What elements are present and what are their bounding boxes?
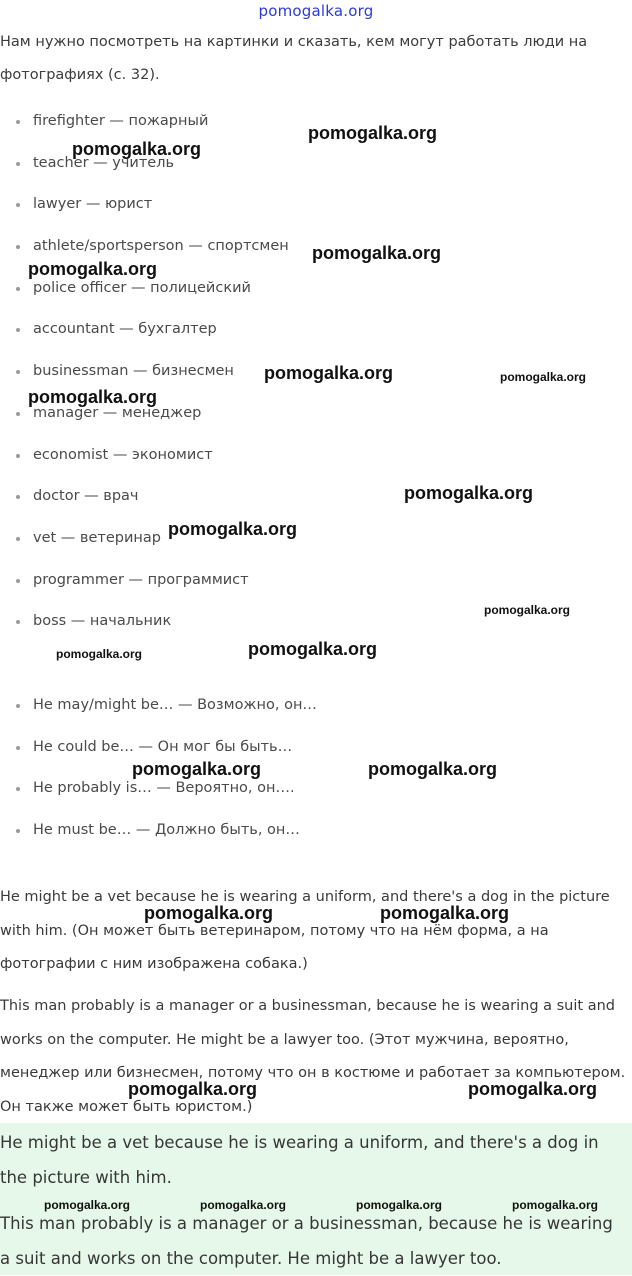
list-item-text: vet — ветеринар xyxy=(33,529,161,546)
list-item-text: lawyer — юрист xyxy=(33,196,153,213)
list-item xyxy=(0,184,600,226)
list-item xyxy=(0,810,600,852)
watermark-text: pomogalka.org xyxy=(484,603,571,617)
watermark-text: pomogalka.org xyxy=(356,1198,443,1212)
answer-line-vet: He might be a vet because he is wearing a uniform, and there's a dog in the picture with him. xyxy=(0,1133,599,1187)
watermark-text: pomogalka.org xyxy=(368,759,498,779)
bullet-icon xyxy=(16,287,20,291)
list-item xyxy=(0,727,600,769)
bullet-icon xyxy=(16,120,20,124)
watermark-text: pomogalka.org xyxy=(72,139,202,159)
bullet-icon xyxy=(16,203,20,207)
list-item-text: economist — экономист xyxy=(33,446,213,463)
list-item xyxy=(0,768,600,810)
example-paragraph-vet: He might be a vet because he is wearing a uniform, and there's a dog in the picture with him. (Он может быть ветеринаром, потому что на нём форма, а на фотографии с ним изображена собака.) xyxy=(0,889,610,972)
list-item xyxy=(0,560,600,602)
example-paragraph-manager: This man probably is a manager or a businessman, because he is wearing a suit and works on the computer. He might be a lawyer too. (Этот мужчина, вероятно, менеджер или бизнесмен, потому что он в костюме и работает за компьютером. Он также может быть юристом.) xyxy=(0,998,626,1115)
watermark-text: pomogalka.org xyxy=(28,259,158,279)
bullet-icon xyxy=(16,328,20,332)
watermark-text: pomogalka.org xyxy=(200,1198,287,1212)
bullet-icon xyxy=(16,370,20,374)
bullet-icon xyxy=(16,537,20,541)
bullet-icon xyxy=(16,704,20,708)
watermark-text: pomogalka.org xyxy=(28,387,158,407)
list-item-text: athlete/sportsperson — спортсмен xyxy=(33,238,289,255)
watermark-text: pomogalka.org xyxy=(144,903,274,923)
list-item-text: accountant — бухгалтер xyxy=(33,321,217,338)
bullet-icon xyxy=(16,746,20,750)
list-item-text: manager — менеджер xyxy=(33,404,202,421)
watermark-text: pomogalka.org xyxy=(248,639,378,659)
list-item xyxy=(0,101,600,143)
watermark-text: pomogalka.org xyxy=(132,759,262,779)
bullet-icon xyxy=(16,579,20,583)
bullet-icon xyxy=(16,412,20,416)
bullet-icon xyxy=(16,454,20,458)
answer-line-manager: This man probably is a manager or a businessman, because he is wearing a suit and works on the computer. He might be a lawyer too. xyxy=(0,1214,613,1268)
watermark-text: pomogalka.org xyxy=(312,243,442,263)
list-item-text: boss — начальник xyxy=(33,613,172,630)
bullet-icon xyxy=(16,495,20,499)
bullet-icon xyxy=(16,787,20,791)
phrases-list xyxy=(0,685,600,852)
watermark-text: pomogalka.org xyxy=(468,1079,598,1099)
bullet-icon xyxy=(16,620,20,624)
watermark-text: pomogalka.org xyxy=(168,519,298,539)
list-item xyxy=(0,518,600,560)
list-item xyxy=(0,685,600,727)
list-item-text: teacher — учитель xyxy=(33,154,175,171)
watermark-text: pomogalka.org xyxy=(380,903,510,923)
bullet-icon xyxy=(16,245,20,249)
watermark-text: pomogalka.org xyxy=(404,483,534,503)
watermark-text: pomogalka.org xyxy=(44,1198,131,1212)
bullet-icon xyxy=(16,162,20,166)
list-item-text: He could be… — Он мог бы быть… xyxy=(33,738,293,755)
watermark-text: pomogalka.org xyxy=(128,1079,258,1099)
site-header[interactable]: pomogalka.org xyxy=(258,2,374,20)
list-item xyxy=(0,435,600,477)
list-item-text: police officer — полицейский xyxy=(33,279,251,296)
list-item-text: firefighter — пожарный xyxy=(33,113,209,129)
list-item-text: He may/might be… — Возможно, он… xyxy=(33,697,317,713)
list-item-text: programmer — программист xyxy=(33,571,249,588)
bullet-icon xyxy=(16,829,20,833)
intro-text: Нам нужно посмотреть на картинки и сказать, кем могут работать люди на фотографиях (с. 32). xyxy=(0,34,588,83)
watermark-text: pomogalka.org xyxy=(512,1198,599,1212)
list-item-text: He probably is… — Вероятно, он…. xyxy=(33,780,295,797)
watermark-text: pomogalka.org xyxy=(500,370,587,384)
watermark-text: pomogalka.org xyxy=(264,363,394,383)
list-item-text: doctor — врач xyxy=(33,488,139,505)
list-item-text: businessman — бизнесмен xyxy=(33,363,234,380)
list-item xyxy=(0,309,600,351)
list-item-text: He must be… — Должно быть, он… xyxy=(33,822,300,839)
watermark-text: pomogalka.org xyxy=(308,123,438,143)
watermark-text: pomogalka.org xyxy=(56,647,143,661)
